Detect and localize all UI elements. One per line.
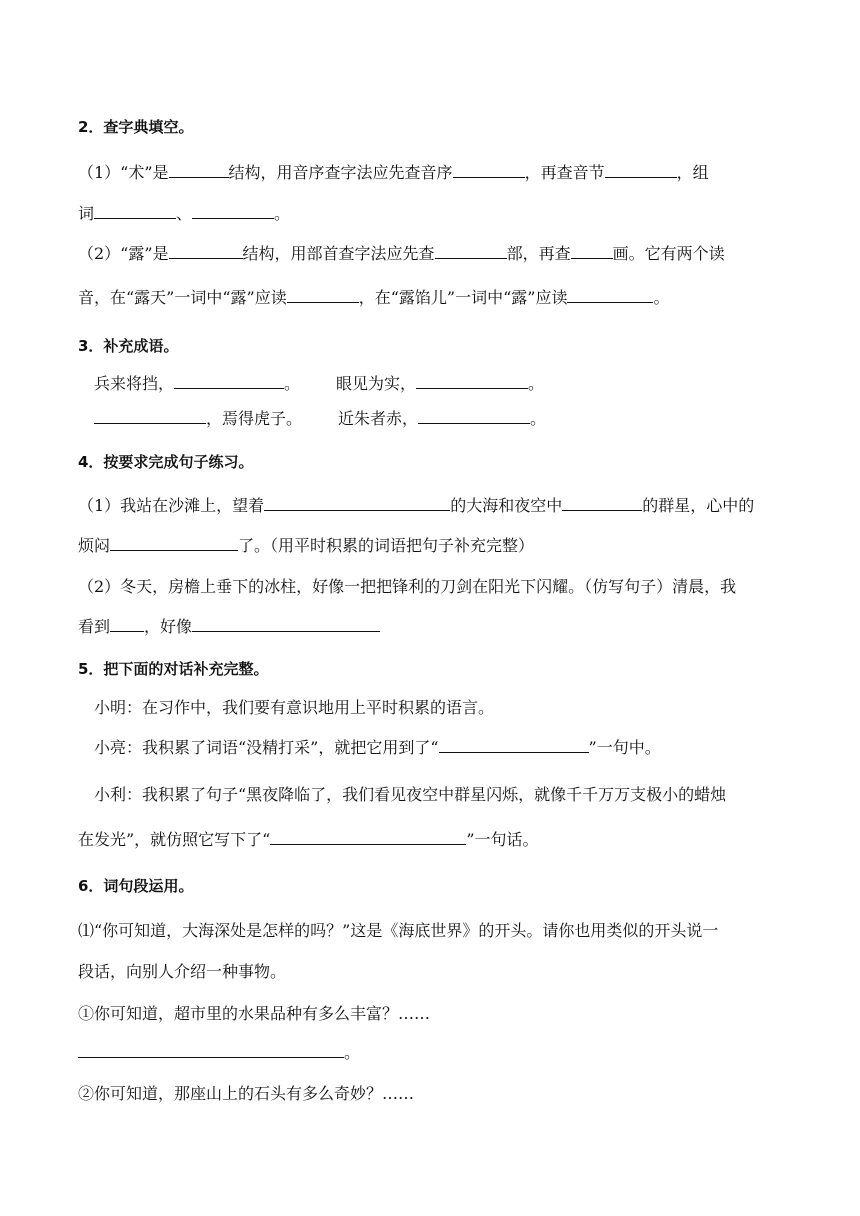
q5-l4-text-b: ”一句话。: [466, 830, 539, 849]
q6-line1: ⑴“你可知道，大海深处是怎样的吗？”这是《海底世界》的开头。请你也用类似的开头说一: [78, 921, 719, 940]
q4-p1-text-a: （1）我站在沙滩上，望着: [78, 496, 265, 515]
q5-l4-text-a: 在发光”，就仿照它写下了“: [78, 830, 271, 849]
idiom-4-end: 。: [530, 409, 547, 428]
q2-p1-text-g: 。: [274, 204, 291, 223]
answer-blank[interactable]: [192, 616, 380, 632]
q5-xiaoliang-line: [94, 737, 661, 759]
q2-p2-text-a: （2）“露”是: [78, 244, 169, 263]
answer-blank[interactable]: [439, 737, 589, 753]
q6-item1-answer-line: [78, 1042, 360, 1064]
q5-l2-text-a: 小亮：我积累了词语“没精打采”，就把它用到了“: [94, 738, 439, 757]
q5-l2-text-b: ”一句中。: [588, 738, 661, 757]
answer-blank[interactable]: [169, 162, 229, 178]
answer-blank[interactable]: [571, 243, 613, 259]
idiom-2-end: 。: [528, 374, 545, 393]
q2-p1-text-a: （1）“术”是: [78, 163, 169, 182]
q2-p1-text-c: ，再查音节: [524, 163, 605, 182]
answer-blank[interactable]: [110, 616, 144, 632]
answer-blank[interactable]: [435, 243, 507, 259]
q3-row1: [94, 373, 544, 395]
q2-p2-text-b: 结构，用部首查字法应先查: [242, 244, 435, 263]
q2-part2-line2: [78, 287, 669, 309]
q4-part1-line2: [78, 535, 534, 557]
q5-xiaoli-line1: 小利：我积累了句子“黑夜降临了，我们看见夜空中群星闪烁，就像千千万万支极小的蜡烛: [94, 785, 727, 804]
q4-p2-text-b: 看到: [78, 617, 111, 636]
q4-p1-text-b: 的大海和夜空中: [450, 496, 563, 515]
q4-title: 4．按要求完成句子练习。: [78, 453, 254, 471]
q3-row2: [94, 408, 546, 430]
q2-p1-text-f: 、: [176, 204, 193, 223]
answer-blank[interactable]: [174, 373, 284, 389]
answer-blank[interactable]: [94, 203, 176, 219]
q4-part2-line2: [78, 616, 380, 638]
q6-item1: ①你可知道，超市里的水果品种有多么丰富？……: [78, 1004, 431, 1023]
answer-blank[interactable]: [567, 287, 653, 303]
q2-part2-line1: [78, 243, 725, 265]
q3-title: 3．补充成语。: [78, 337, 179, 355]
q2-p2-text-e: 音，在“露天”一词中“露”应读: [78, 288, 287, 307]
answer-blank[interactable]: [264, 495, 450, 511]
q2-p1-text-b: 结构，用音序查字法应先查音序: [228, 163, 453, 182]
q4-part1-line1: [78, 495, 754, 517]
answer-blank[interactable]: [453, 162, 525, 178]
q6-item2: ②你可知道，那座山上的石头有多么奇妙？……: [78, 1084, 415, 1103]
q6-title: 6．词句段运用。: [78, 877, 194, 895]
q2-p2-text-f: ，在“露馅儿”一词中“露”应读: [358, 288, 568, 307]
q4-part2-line1: （2）冬天，房檐上垂下的冰柱，好像一把把锋利的刀剑在阳光下闪耀。（仿写句子）清晨，我: [78, 577, 737, 596]
q4-p2-text-c: ，好像: [144, 617, 193, 636]
q4-p1-text-d: 烦闷: [78, 536, 111, 555]
idiom-4-start: 近朱者赤，: [338, 409, 419, 428]
answer-blank[interactable]: [192, 203, 274, 219]
idiom-1-start: 兵来将挡，: [94, 374, 175, 393]
answer-blank[interactable]: [416, 373, 528, 389]
idiom-1-end: 。: [284, 374, 301, 393]
q2-p2-text-g: 。: [653, 288, 670, 307]
q2-p1-text-e: 词: [78, 204, 95, 223]
q2-p2-text-d: 画。它有两个读: [612, 244, 725, 263]
answer-blank[interactable]: [110, 535, 238, 551]
answer-blank[interactable]: [418, 408, 530, 424]
q2-p1-text-d: ，组: [676, 163, 709, 182]
q6-l4-text: 。: [344, 1043, 361, 1062]
q2-title: 2．查字典填空。: [78, 118, 194, 136]
answer-blank[interactable]: [605, 162, 677, 178]
q5-xiaoming-line: 小明：在习作中，我们要有意识地用上平时积累的语言。: [94, 698, 495, 717]
answer-blank[interactable]: [562, 495, 642, 511]
answer-blank[interactable]: [270, 829, 466, 845]
answer-blank[interactable]: [78, 1042, 344, 1058]
q5-xiaoli-line2: [78, 829, 539, 851]
q4-p1-text-e: 了。（用平时积累的词语把句子补充完整）: [238, 536, 535, 555]
q2-part1-line1: [78, 162, 709, 184]
idiom-2-start: 眼见为实，: [336, 374, 417, 393]
answer-blank[interactable]: [169, 243, 243, 259]
q5-title: 5．把下面的对话补充完整。: [78, 660, 269, 678]
q2-p2-text-c: 部，再查: [506, 244, 571, 263]
q4-p1-text-c: 的群星，心中的: [642, 496, 755, 515]
q6-line2: 段话，向别人介绍一种事物。: [78, 962, 287, 981]
q2-part1-line2: [78, 203, 290, 225]
idiom-3-end: ，焉得虎子。: [206, 409, 303, 428]
answer-blank[interactable]: [287, 287, 359, 303]
answer-blank[interactable]: [94, 408, 206, 424]
